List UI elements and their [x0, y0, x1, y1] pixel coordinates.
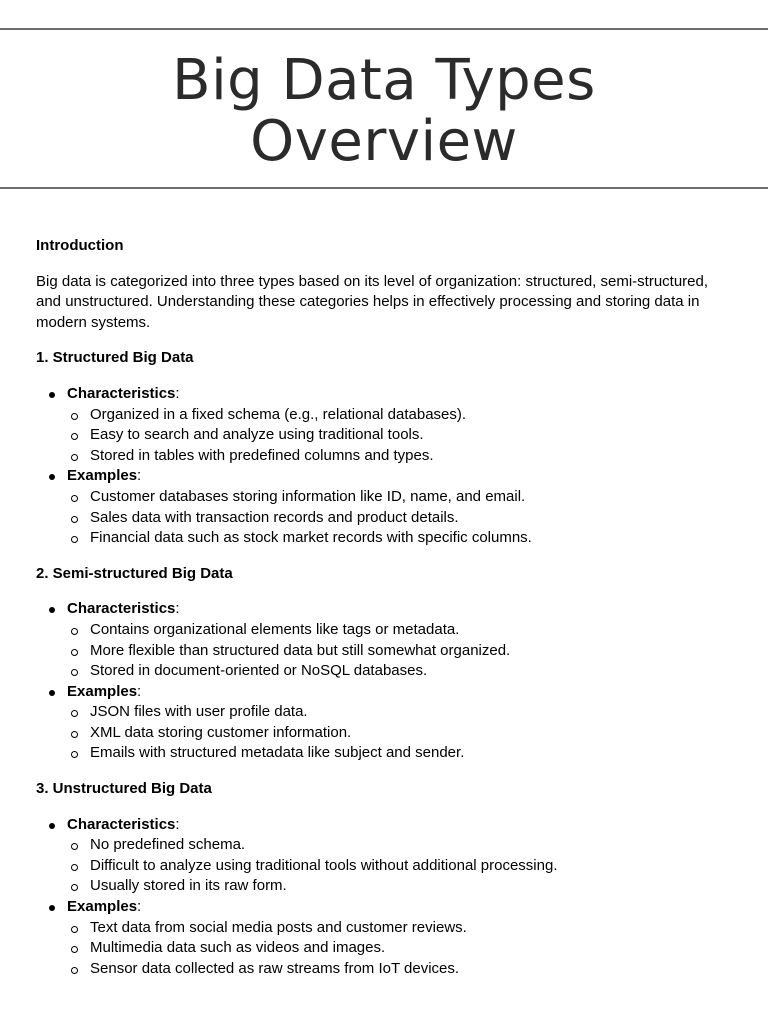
title-banner — [0, 28, 768, 189]
list-item: Sales data with transaction records and product details. — [67, 508, 736, 529]
characteristics-list — [67, 405, 736, 467]
page-title-line-2: Overview — [250, 109, 518, 174]
list-item: Stored in tables with predefined columns and types. — [67, 446, 736, 467]
list-item: XML data storing customer information. — [67, 723, 736, 744]
examples-label: Examples — [67, 682, 138, 700]
list-item: Stored in document-oriented or NoSQL databases. — [67, 661, 736, 682]
list-item: Examples: JSON files with user profile data. XML data storing customer information. Emails with structured metadata like subject and sender. — [36, 682, 736, 764]
examples-list — [67, 702, 736, 764]
section-bullet-list — [36, 384, 736, 549]
characteristics-label: Characteristics — [67, 384, 176, 402]
list-item: Customer databases storing information like ID, name, and email. — [67, 487, 736, 508]
list-item: Characteristics: Organized in a fixed schema (e.g., relational databases). Easy to search and analyze using traditional tools. Stored in tables with predefined columns and types. — [36, 384, 736, 466]
document-body — [36, 236, 736, 994]
section-heading: 2. Semi-structured Big Data — [36, 564, 233, 582]
section-unstructured — [36, 779, 736, 979]
list-item: Contains organizational elements like tags or metadata. — [67, 620, 736, 641]
section-structured — [36, 348, 736, 548]
section-heading: 3. Unstructured Big Data — [36, 780, 212, 798]
list-item: More flexible than structured data but still somewhat organized. — [67, 641, 736, 662]
list-item: Difficult to analyze using traditional tools without additional processing. — [67, 856, 736, 877]
characteristics-list — [67, 620, 736, 682]
list-item: Organized in a fixed schema (e.g., relational databases). — [67, 405, 736, 426]
list-item: Examples: Text data from social media posts and customer reviews. Multimedia data such as videos and images. Sensor data collected as raw streams from IoT devices. — [36, 897, 736, 979]
list-item: Emails with structured metadata like subject and sender. — [67, 743, 736, 764]
section-bullet-list — [36, 815, 736, 980]
section-heading: 1. Structured Big Data — [36, 349, 194, 367]
characteristics-label: Characteristics — [67, 815, 176, 833]
list-item: Usually stored in its raw form. — [67, 876, 736, 897]
list-item: Characteristics: No predefined schema. Difficult to analyze using traditional tools without additional processing. Usually stored in its raw form. — [36, 815, 736, 897]
list-item: Easy to search and analyze using traditional tools. — [67, 425, 736, 446]
list-item: JSON files with user profile data. — [67, 702, 736, 723]
intro-heading: Introduction — [36, 237, 124, 254]
list-item: Financial data such as stock market records with specific columns. — [67, 528, 736, 549]
section-semi-structured — [36, 564, 736, 764]
list-item: Multimedia data such as videos and images. — [67, 938, 736, 959]
examples-label: Examples — [67, 467, 138, 485]
examples-list — [67, 487, 736, 549]
intro-paragraph: Big data is categorized into three types based on its level of organization: structured, semi-structured, and unstructured. Understanding these categories helps in effectively processing and storing data in modern systems. — [36, 272, 709, 331]
section-bullet-list — [36, 599, 736, 764]
list-item: No predefined schema. — [67, 835, 736, 856]
page-title-line-1: Big Data Types — [172, 48, 596, 113]
list-item: Characteristics: Contains organizational elements like tags or metadata. More flexible than structured data but still somewhat organized. Stored in document-oriented or NoSQL databases. — [36, 599, 736, 681]
list-item: Sensor data collected as raw streams from IoT devices. — [67, 959, 736, 980]
list-item: Text data from social media posts and customer reviews. — [67, 918, 736, 939]
characteristics-label: Characteristics — [67, 600, 176, 618]
characteristics-list — [67, 835, 736, 897]
list-item: Examples: Customer databases storing information like ID, name, and email. Sales data with transaction records and product details. Financial data such as stock market records with specific columns. — [36, 466, 736, 548]
examples-label: Examples — [67, 898, 138, 916]
page-title — [0, 50, 768, 172]
examples-list — [67, 918, 736, 980]
